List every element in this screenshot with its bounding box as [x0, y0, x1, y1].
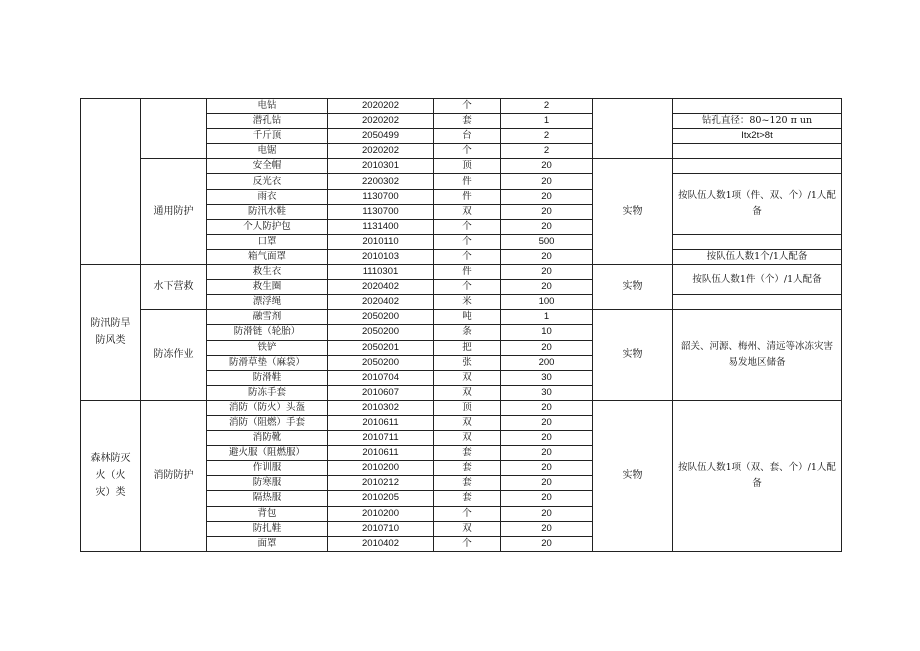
form-cell-empty — [593, 99, 673, 159]
note-drill-diameter: 钻孔直径：80~120 π un — [673, 114, 842, 129]
item-unit: 套 — [434, 476, 501, 491]
item-code: 2020202 — [328, 144, 434, 159]
item-code: 2010212 — [328, 476, 434, 491]
item-code: 2020402 — [328, 280, 434, 295]
item-code: 2010711 — [328, 431, 434, 446]
item-name: 背包 — [207, 506, 328, 521]
item-name: 作训服 — [207, 461, 328, 476]
item-name: 防冻手套 — [207, 385, 328, 400]
item-name: 反光衣 — [207, 174, 328, 189]
form-physical: 实物 — [593, 400, 673, 551]
item-code: 2010200 — [328, 461, 434, 476]
item-name: 消防（阻燃）手套 — [207, 415, 328, 430]
item-code: 2010103 — [328, 249, 434, 264]
item-qty: 1 — [501, 310, 593, 325]
table-row — [81, 159, 842, 174]
subcategory-general-protection: 通用防护 — [141, 159, 207, 265]
item-qty: 1 — [501, 114, 593, 129]
subcategory-cell-empty — [141, 99, 207, 159]
item-code: 2010302 — [328, 400, 434, 415]
item-qty: 200 — [501, 355, 593, 370]
item-unit: 双 — [434, 370, 501, 385]
item-unit: 套 — [434, 446, 501, 461]
item-qty: 20 — [501, 219, 593, 234]
item-name: 防汛水鞋 — [207, 204, 328, 219]
item-unit: 双 — [434, 521, 501, 536]
item-qty: 20 — [501, 521, 593, 536]
item-name: 隔热服 — [207, 491, 328, 506]
item-unit: 个 — [434, 536, 501, 551]
equipment-table — [80, 98, 842, 552]
note-cell-empty — [673, 99, 842, 114]
item-qty: 30 — [501, 385, 593, 400]
table-row — [81, 99, 842, 114]
item-qty: 10 — [501, 325, 593, 340]
item-qty: 2 — [501, 129, 593, 144]
item-code: 2010205 — [328, 491, 434, 506]
item-code: 2020402 — [328, 295, 434, 310]
item-code: 2010402 — [328, 536, 434, 551]
category-flood: 防汛防旱防风类 — [81, 265, 141, 401]
item-qty: 20 — [501, 340, 593, 355]
item-unit: 双 — [434, 385, 501, 400]
item-unit: 件 — [434, 174, 501, 189]
item-unit: 个 — [434, 144, 501, 159]
item-qty: 20 — [501, 265, 593, 280]
item-unit: 顶 — [434, 400, 501, 415]
item-qty: 20 — [501, 536, 593, 551]
item-qty: 20 — [501, 189, 593, 204]
item-code: 2010611 — [328, 415, 434, 430]
item-name: 融雪剂 — [207, 310, 328, 325]
item-code: 2010611 — [328, 446, 434, 461]
item-name: 安全帽 — [207, 159, 328, 174]
item-qty: 30 — [501, 370, 593, 385]
item-unit: 双 — [434, 431, 501, 446]
item-qty: 20 — [501, 400, 593, 415]
item-unit: 件 — [434, 265, 501, 280]
item-qty: 20 — [501, 280, 593, 295]
item-unit: 个 — [434, 280, 501, 295]
table-row — [81, 310, 842, 325]
item-qty: 20 — [501, 446, 593, 461]
item-name: 潜孔钻 — [207, 114, 328, 129]
note-per-team: 按队伍人数1项（件、双、个）/1人配备 — [673, 174, 842, 234]
note-per-team-piece: 按队伍人数1件（个）/1人配备 — [673, 265, 842, 295]
item-qty: 20 — [501, 249, 593, 264]
item-qty: 20 — [501, 506, 593, 521]
table-row — [81, 400, 842, 415]
item-name: 消防（防火）头盔 — [207, 400, 328, 415]
item-unit: 米 — [434, 295, 501, 310]
item-unit: 顶 — [434, 159, 501, 174]
note-regions: 韶关、河源、梅州、清远等冰冻灾害易发地区储备 — [673, 310, 842, 401]
item-code: 2050200 — [328, 310, 434, 325]
item-name: 面罩 — [207, 536, 328, 551]
item-unit: 台 — [434, 129, 501, 144]
item-name: 防寒服 — [207, 476, 328, 491]
item-code: 1130700 — [328, 189, 434, 204]
equipment-table-body — [81, 99, 842, 552]
form-physical: 实物 — [593, 159, 673, 265]
item-unit: 个 — [434, 506, 501, 521]
form-physical: 实物 — [593, 265, 673, 310]
item-unit: 双 — [434, 415, 501, 430]
item-unit: 套 — [434, 114, 501, 129]
item-code: 1131400 — [328, 219, 434, 234]
item-code: 2020202 — [328, 114, 434, 129]
item-unit: 双 — [434, 204, 501, 219]
table-row — [81, 265, 842, 280]
note-jack: Itx2t>8t — [673, 129, 842, 144]
item-qty: 20 — [501, 204, 593, 219]
item-code: 2010110 — [328, 234, 434, 249]
item-name: 消防靴 — [207, 431, 328, 446]
item-qty: 100 — [501, 295, 593, 310]
item-name: 防扎鞋 — [207, 521, 328, 536]
item-code: 2010710 — [328, 521, 434, 536]
item-name: 救生圈 — [207, 280, 328, 295]
item-unit: 条 — [434, 325, 501, 340]
item-name: 救生衣 — [207, 265, 328, 280]
note-per-team-fire: 按队伍人数1项（双、套、个）/1人配备 — [673, 400, 842, 551]
item-name: 电锯 — [207, 144, 328, 159]
item-qty: 500 — [501, 234, 593, 249]
item-unit: 吨 — [434, 310, 501, 325]
item-qty: 2 — [501, 144, 593, 159]
item-name: 避火服（阻燃服） — [207, 446, 328, 461]
item-code: 2050200 — [328, 325, 434, 340]
item-qty: 20 — [501, 174, 593, 189]
item-code: 2050200 — [328, 355, 434, 370]
item-unit: 个 — [434, 234, 501, 249]
item-unit: 个 — [434, 249, 501, 264]
item-name: 口罩 — [207, 234, 328, 249]
item-name: 电钻 — [207, 99, 328, 114]
item-unit: 套 — [434, 461, 501, 476]
item-name: 雨衣 — [207, 189, 328, 204]
item-unit: 件 — [434, 189, 501, 204]
item-code: 2010200 — [328, 506, 434, 521]
item-name: 箱气面罩 — [207, 249, 328, 264]
item-code: 2050499 — [328, 129, 434, 144]
note-cell-empty — [673, 234, 842, 249]
item-unit: 把 — [434, 340, 501, 355]
item-qty: 20 — [501, 461, 593, 476]
note-cell-empty — [673, 295, 842, 310]
note-cell-empty — [673, 144, 842, 159]
item-code: 1110301 — [328, 265, 434, 280]
subcategory-water-rescue: 水下营救 — [141, 265, 207, 310]
item-code: 2010704 — [328, 370, 434, 385]
item-name: 铁铲 — [207, 340, 328, 355]
item-qty: 20 — [501, 491, 593, 506]
item-code: 2050201 — [328, 340, 434, 355]
item-code: 1130700 — [328, 204, 434, 219]
item-qty: 20 — [501, 431, 593, 446]
item-name: 漂浮绳 — [207, 295, 328, 310]
item-code: 2010301 — [328, 159, 434, 174]
item-unit: 个 — [434, 219, 501, 234]
subcategory-fire-protection: 消防防护 — [141, 400, 207, 551]
item-qty: 2 — [501, 99, 593, 114]
item-unit: 个 — [434, 99, 501, 114]
note-cell-empty — [673, 159, 842, 174]
item-qty: 20 — [501, 415, 593, 430]
item-unit: 张 — [434, 355, 501, 370]
item-name: 防滑草垫（麻袋） — [207, 355, 328, 370]
item-unit: 套 — [434, 491, 501, 506]
item-code: 2010607 — [328, 385, 434, 400]
item-name: 防滑链（轮胎） — [207, 325, 328, 340]
item-name: 个人防护包 — [207, 219, 328, 234]
item-qty: 20 — [501, 476, 593, 491]
form-physical: 实物 — [593, 310, 673, 401]
item-name: 千斤顶 — [207, 129, 328, 144]
note-per-team-one: 按队伍人数1个/1人配备 — [673, 249, 842, 264]
category-cell-empty — [81, 99, 141, 265]
item-code: 2020202 — [328, 99, 434, 114]
subcategory-freeze-work: 防冻作业 — [141, 310, 207, 401]
category-forest-fire: 森林防灭火（火灾）类 — [81, 400, 141, 551]
item-code: 2200302 — [328, 174, 434, 189]
item-name: 防滑鞋 — [207, 370, 328, 385]
item-qty: 20 — [501, 159, 593, 174]
